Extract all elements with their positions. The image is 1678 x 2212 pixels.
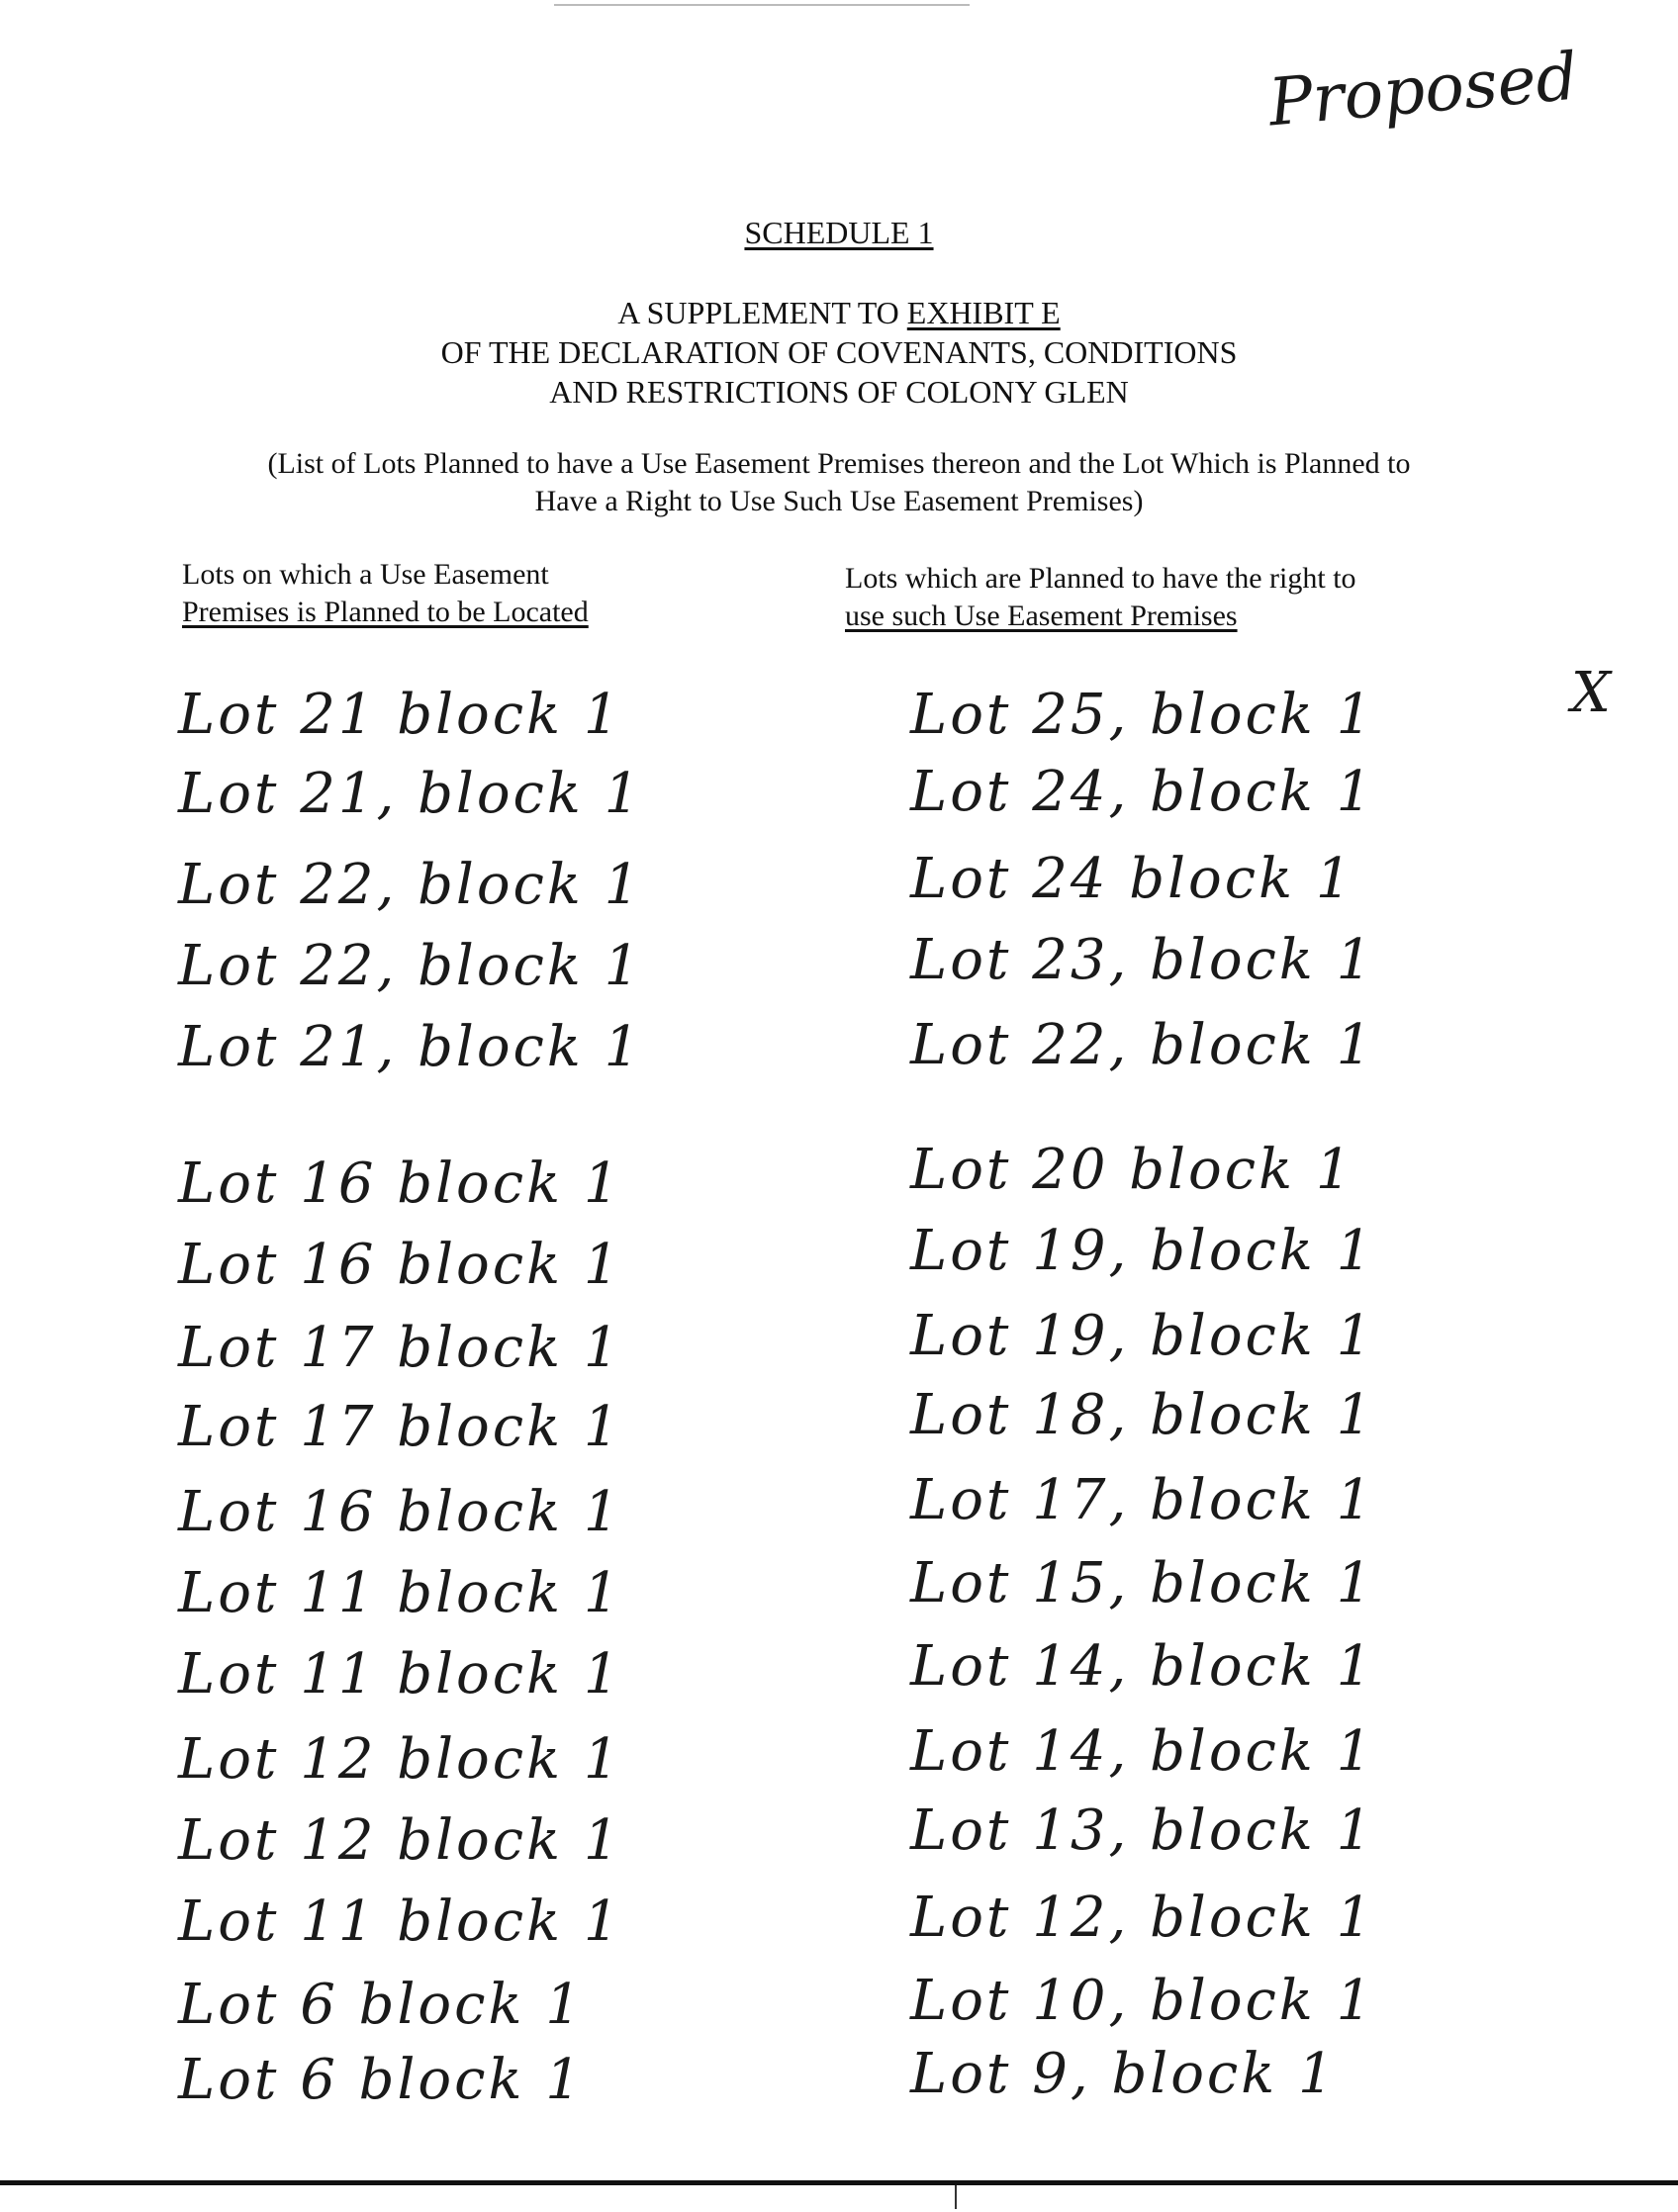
left-lot-entry: Lot 12 block 1 [178,1808,622,1873]
description-block [0,445,1678,520]
left-lot-entry: Lot 11 block 1 [178,1889,622,1954]
right-lot-entry: Lot 10, block 1 [910,1969,1375,2033]
left-lot-entry: Lot 11 block 1 [178,1561,622,1625]
right-lot-entry: Lot 19, block 1 [910,1219,1375,1283]
description-line-2: Have a Right to Use Such Use Easement Premises) [534,485,1144,517]
description-line-1: (List of Lots Planned to have a Use Easement Premises thereon and the Lot Which is Planned to [267,447,1411,480]
left-lot-entry: Lot 6 block 1 [178,2048,584,2112]
right-lot-entry: Lot 23, block 1 [910,928,1375,992]
supplement-prefix: A SUPPLEMENT TO [617,295,907,330]
schedule-title [0,213,1678,252]
schedule-title-text: SCHEDULE 1 [744,215,934,250]
bottom-rule [0,2180,1678,2185]
right-lot-entry: Lot 24, block 1 [910,760,1375,824]
bottom-tick-mark [955,2185,957,2209]
right-lot-entry: Lot 22, block 1 [910,1013,1375,1077]
left-lot-entry: Lot 16 block 1 [178,1233,622,1297]
scan-artifact [554,4,970,6]
left-lot-entry: Lot 22, block 1 [178,934,643,998]
right-lot-entry: Lot 9, block 1 [910,2042,1337,2106]
right-lot-entry: Lot 17, block 1 [910,1468,1375,1532]
right-lot-entry: Lot 18, block 1 [910,1383,1375,1447]
supplement-heading [0,293,1678,412]
supplement-line-1 [0,293,1678,332]
left-lot-entry: Lot 6 block 1 [178,1973,584,2037]
right-lot-entry: Lot 24 block 1 [910,847,1354,911]
left-lot-entry: Lot 21, block 1 [178,762,643,826]
left-lot-entry: Lot 21, block 1 [178,1015,643,1079]
left-header-line-2: Premises is Planned to be Located [182,596,589,628]
supplement-line-2: OF THE DECLARATION OF COVENANTS, CONDITIONS [440,334,1238,370]
supplement-line-3: AND RESTRICTIONS OF COLONY GLEN [549,374,1129,410]
left-lot-entry: Lot 12 block 1 [178,1727,622,1792]
right-lot-entry: Lot 20 block 1 [910,1138,1354,1202]
left-lot-entry: Lot 17 block 1 [178,1395,622,1459]
left-lot-entry: Lot 21 block 1 [178,683,622,747]
margin-mark: X [1571,661,1611,725]
left-lot-entry: Lot 17 block 1 [178,1316,622,1380]
right-column-header [845,560,1356,635]
right-lot-entry: Lot 19, block 1 [910,1304,1375,1368]
left-header-line-1: Lots on which a Use Easement [182,558,549,591]
left-column-header [182,556,589,631]
right-lot-entry: Lot 14, block 1 [910,1719,1375,1784]
right-lot-entry: Lot 25, block 1 [910,683,1375,747]
exhibit-label: EXHIBIT E [906,295,1061,330]
right-lot-entry: Lot 13, block 1 [910,1798,1375,1863]
right-lot-entry: Lot 15, block 1 [910,1551,1375,1615]
right-lot-entry: Lot 14, block 1 [910,1634,1375,1699]
left-lot-entry: Lot 22, block 1 [178,853,643,917]
left-lot-entry: Lot 16 block 1 [178,1152,622,1216]
right-lot-entry: Lot 12, block 1 [910,1886,1375,1950]
handwritten-annotation: Proposed [1265,38,1581,141]
left-lot-entry: Lot 11 block 1 [178,1642,622,1706]
right-header-line-1: Lots which are Planned to have the right to [845,562,1356,595]
left-lot-entry: Lot 16 block 1 [178,1480,622,1544]
right-header-line-2: use such Use Easement Premises [845,599,1238,632]
